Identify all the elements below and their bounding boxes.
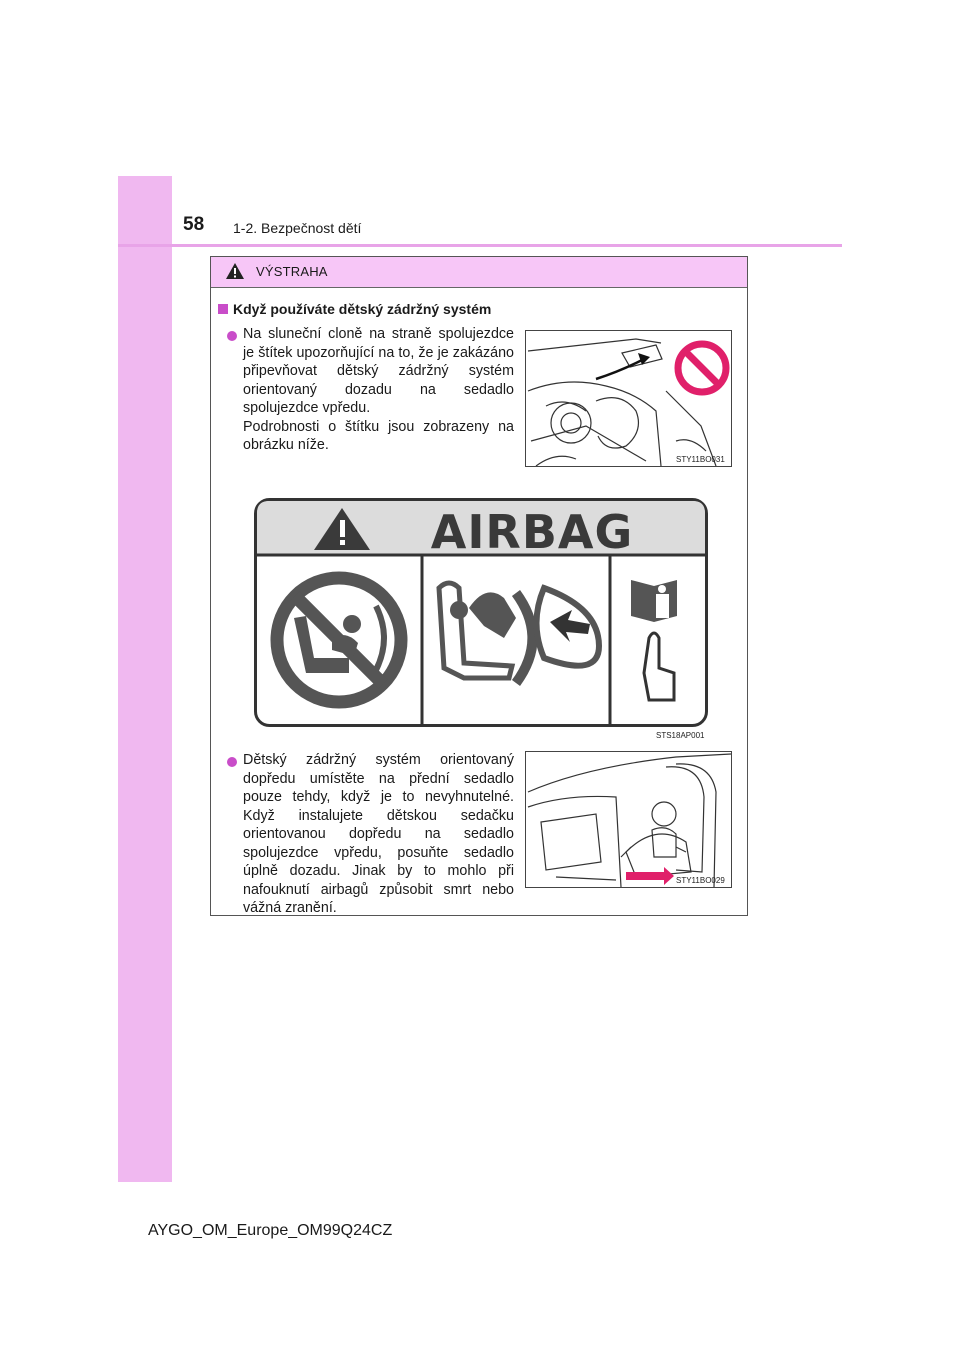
figure-code: STY11BO031 — [676, 455, 725, 464]
warning-header — [211, 257, 747, 288]
header-rule — [118, 244, 842, 247]
section-title: 1-2. Bezpečnost dětí — [233, 220, 362, 236]
figure-code: STY11BO029 — [676, 876, 725, 885]
document-id: AYGO_OM_Europe_OM99Q24CZ — [148, 1222, 393, 1239]
airbag-warning-label — [254, 498, 708, 728]
figure-code: STS18AP001 — [656, 731, 705, 740]
sun-visor-figure — [525, 330, 732, 467]
airbag-label-figure — [254, 498, 708, 740]
square-bullet-icon — [218, 304, 228, 314]
page-number: 58 — [183, 214, 205, 235]
child-seat-figure — [525, 751, 732, 888]
bullet1-paragraph: Na sluneční cloně na straně spolujezdce je štítek upozorňující na to, že je zakázáno připevňovat dětský zádržný systém orientovaný dozadu na sedadlo spolujezdce vpředu. Podrobnosti o štítku jsou zobrazeny na obrázku níže. — [243, 326, 514, 453]
bullet2-paragraph: Dětský zádržný systém orientovaný dopředu umístěte na přední sedadlo pouze tehdy, když je to nevyhnutelné. Když instalujete dětskou sedačku orientovanou dopředu na sedadlo spolujezdce vpředu, posuňte sedadlo úplně dozadu. Jinak by to mohlo při nafouknutí airbagů způsobit smrt nebo vážná zranění. — [243, 752, 514, 916]
airbag-title: AIRBAG — [430, 505, 634, 559]
sun-visor-illustration — [526, 331, 732, 467]
bullet-dot-icon — [227, 331, 237, 341]
warning-subheading: Když používáte dětský zádržný systém — [218, 301, 491, 317]
warning-title: VÝSTRAHA — [256, 264, 328, 279]
bullet-dot-icon — [227, 757, 237, 767]
page-sidebar-tab — [118, 176, 172, 1182]
child-seat-illustration — [526, 752, 732, 888]
warning-triangle-icon — [225, 262, 245, 280]
